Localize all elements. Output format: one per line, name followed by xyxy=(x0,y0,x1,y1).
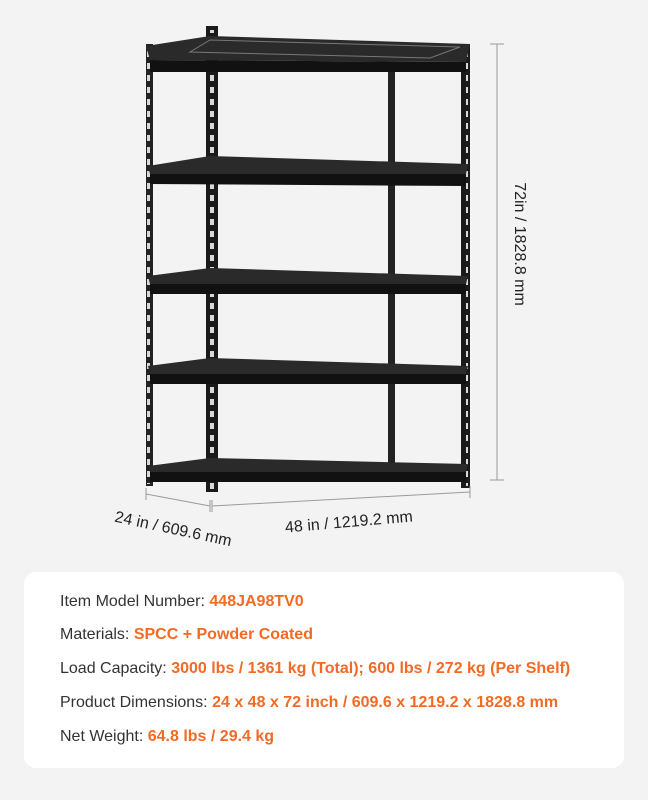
spec-row-materials xyxy=(60,625,313,645)
spec-row-net-weight xyxy=(60,727,274,747)
shelf-2 xyxy=(148,156,468,186)
spec-value: 448JA98TV0 xyxy=(209,593,304,610)
width-dimension-line xyxy=(212,486,470,512)
depth-dimension-label: 24 in / 609.6 mm xyxy=(113,508,234,551)
spec-label: Item Model Number: xyxy=(60,593,205,610)
spec-label: Net Weight: xyxy=(60,728,144,745)
spec-row-model xyxy=(60,592,304,612)
back-right-post xyxy=(388,66,395,480)
spec-value: 24 x 48 x 72 inch / 609.6 x 1219.2 x 1828.8 mm xyxy=(212,694,559,711)
spec-label: Load Capacity: xyxy=(60,660,167,677)
spec-value: 3000 lbs / 1361 kg (Total); 600 lbs / 272 kg (Per Shelf) xyxy=(171,660,571,677)
shelf-1 xyxy=(146,36,470,72)
height-dimension-line xyxy=(490,44,504,480)
spec-row-load-capacity xyxy=(60,659,570,679)
shelf-3 xyxy=(148,268,468,294)
specifications-card xyxy=(24,572,624,768)
spec-row-product-dimensions xyxy=(60,693,558,713)
width-dimension-label: 48 in / 1219.2 mm xyxy=(284,508,414,537)
spec-label: Materials: xyxy=(60,626,130,643)
spec-label: Product Dimensions: xyxy=(60,694,208,711)
shelf-4 xyxy=(148,358,468,384)
spec-value: SPCC + Powder Coated xyxy=(133,626,313,643)
height-dimension-label: 72in / 1828.8 mm xyxy=(511,182,528,306)
spec-value: 64.8 lbs / 29.4 kg xyxy=(147,728,275,745)
shelf-5 xyxy=(148,458,468,482)
depth-dimension-line xyxy=(146,488,210,512)
